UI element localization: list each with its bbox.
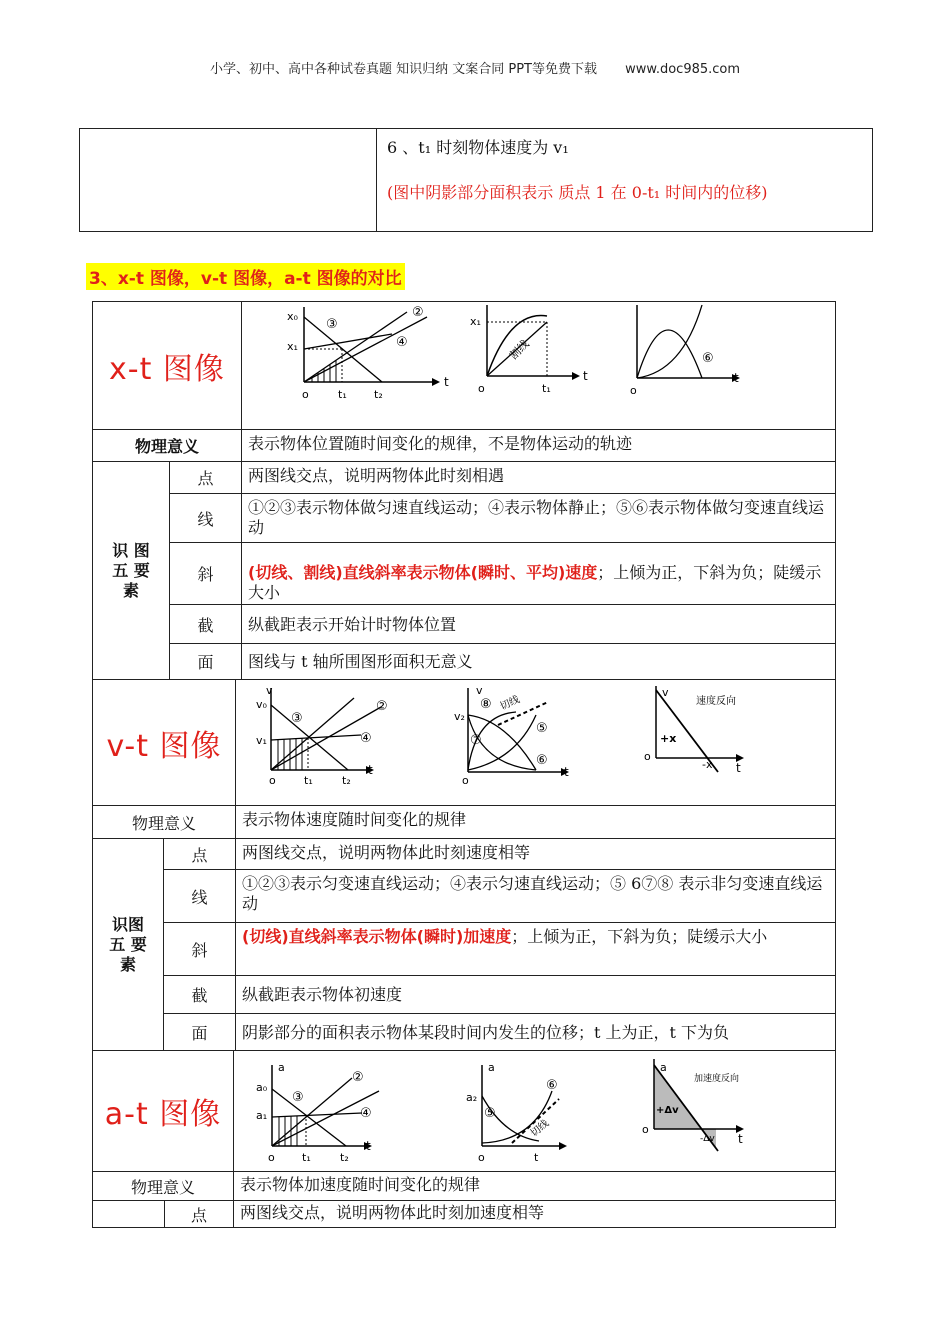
vt-fig-3	[644, 686, 744, 775]
vt-row-1-text: ①②③表示匀变速直线运动；④表示匀速直线运动；⑤ 6⑦⑧ 表示非匀变速直线运动	[235, 869, 836, 923]
vt-group-label: 识图 五 要 素	[92, 838, 164, 1051]
vt-fig2-v2: v₂	[454, 710, 465, 723]
vt-fig1-t1: t₁	[304, 774, 313, 787]
vt-fig1-o: o	[269, 774, 276, 787]
at-row-0-text: 两图线交点，说明两物体此时刻加速度相等	[233, 1200, 836, 1228]
xt-figures-cell	[241, 301, 836, 430]
xt-meaning: 表示物体位置随时间变化的规律，不是物体运动的轨迹	[241, 429, 836, 462]
vt-fig3-mx: -x	[702, 758, 713, 771]
vt-meaning: 表示物体速度随时间变化的规律	[235, 805, 836, 839]
vt-fig-1	[256, 684, 388, 787]
vt-row-3-text: 纵截距表示物体初速度	[235, 975, 836, 1014]
at-fig-1	[256, 1061, 379, 1164]
at-row-0-label: 点	[164, 1200, 234, 1228]
at-fig1-y0: a₀	[256, 1081, 268, 1094]
top-line-2: (图中阴影部分面积表示 质点 1 在 0-t₁ 时间内的位移)	[387, 183, 768, 202]
at-fig2-c5: ⑤	[484, 1106, 496, 1121]
vt-fig1-c4: ④	[360, 731, 372, 746]
xt-figures	[242, 302, 835, 429]
at-meaning-label: 物理意义	[92, 1171, 234, 1201]
xt-fig1-y1: x₁	[287, 340, 298, 353]
vt-fig-2	[454, 684, 569, 787]
xt-fig1-t2: t₂	[374, 388, 383, 401]
xt-fig1-t: t	[444, 375, 449, 389]
vt-fig1-c3: ③	[291, 711, 303, 726]
xt-fig3-c6: ⑥	[702, 351, 714, 366]
xt-group-label: 识 图 五 要 素	[92, 461, 170, 680]
at-fig3-rev: 加速度反向	[694, 1074, 740, 1084]
vt-fig2-c7: ⑦	[470, 733, 482, 748]
at-fig1-t: t	[366, 1139, 371, 1153]
xt-fig1-t1: t₁	[338, 388, 347, 401]
vt-fig2-c8: ⑧	[480, 697, 492, 712]
xt-fig2-t1: t₁	[542, 382, 551, 395]
at-title: a-t 图像	[104, 1097, 222, 1132]
vt-title: v-t 图像	[106, 728, 222, 764]
vt-fig3-px: +x	[660, 732, 677, 745]
vt-fig3-rev: 速度反向	[696, 696, 736, 707]
at-fig-3	[642, 1059, 744, 1151]
at-figures-cell	[233, 1050, 836, 1172]
at-title-cell	[92, 1050, 234, 1172]
at-meaning: 表示物体加速度随时间变化的规律	[233, 1171, 836, 1201]
at-fig3-pdv: +Δv	[656, 1105, 679, 1116]
at-fig1-axis: a	[278, 1061, 285, 1074]
at-fig2-tangent: 切线	[528, 1118, 552, 1140]
vt-row-2-label: 斜	[163, 922, 236, 976]
vt-fig2-c5: ⑤	[536, 721, 548, 736]
xt-row-0-label: 点	[169, 461, 242, 494]
vt-row-0-text: 两图线交点，说明两物体此时刻速度相等	[235, 838, 836, 870]
at-fig1-t2: t₂	[340, 1151, 349, 1164]
vt-fig1-axis: v	[266, 684, 273, 697]
at-fig-2	[466, 1061, 567, 1164]
vt-fig1-t: t	[368, 763, 373, 777]
at-fig2-axis: a	[488, 1061, 495, 1074]
xt-fig3-t: t	[734, 371, 739, 385]
vt-fig1-c2: ②	[376, 699, 388, 714]
vt-row-4-text: 阴影部分的面积表示物体某段时间内发生的位移；t 上为正，t 下为负	[235, 1013, 836, 1051]
at-fig2-a2: a₂	[466, 1091, 478, 1104]
vt-fig2-tangent: 切线	[498, 694, 522, 713]
at-fig2-t1: t	[534, 1151, 539, 1164]
vt-row-2-text: (切线)直线斜率表示物体(瞬时)加速度；上倾为正，下斜为负；陡缓示大小	[235, 922, 836, 976]
vt-fig1-t2: t₂	[342, 774, 351, 787]
xt-title-cell	[92, 301, 242, 430]
vt-figures-cell	[235, 679, 836, 806]
xt-fig1-y0: x₀	[287, 310, 298, 323]
section-title: 3、x-t 图像，v-t 图像，a-t 图像的对比	[86, 263, 405, 290]
vt-meaning-label: 物理意义	[92, 805, 236, 839]
xt-fig-2	[470, 305, 588, 395]
vt-fig2-t: t	[564, 765, 569, 779]
at-fig3-t: t	[738, 1132, 743, 1146]
at-fig1-c3: ③	[292, 1090, 304, 1105]
vt-fig2-o: o	[462, 774, 469, 787]
xt-row-1-label: 线	[169, 493, 242, 543]
header-site: www.doc985.com	[625, 62, 741, 77]
xt-fig1-c3: ③	[326, 317, 338, 332]
vt-fig3-t: t	[736, 761, 741, 775]
vt-row-3-label: 截	[163, 975, 236, 1014]
at-fig1-t1: t₁	[302, 1151, 311, 1164]
xt-row-4-label: 面	[169, 643, 242, 680]
vt-fig2-c6: ⑥	[536, 753, 548, 768]
at-fig1-c1: ②	[352, 1070, 364, 1085]
xt-fig2-y1: x₁	[470, 315, 481, 328]
at-fig3-axis: a	[660, 1061, 667, 1074]
page-header	[0, 58, 950, 77]
vt-row-1-label: 线	[163, 869, 236, 923]
at-figures	[234, 1051, 835, 1171]
xt-fig-3	[630, 305, 740, 397]
xt-fig2-secant: 割线	[506, 337, 532, 363]
vt-row-0-label: 点	[163, 838, 236, 870]
xt-fig3-o: o	[630, 384, 637, 397]
xt-fig2-o: o	[478, 382, 485, 395]
vt-figures	[236, 680, 835, 805]
at-fig3-mdv: -Δv	[700, 1134, 715, 1144]
vt-fig3-axis: v	[662, 686, 669, 699]
at-group-label	[92, 1200, 165, 1228]
at-fig2-c6: ⑥	[546, 1078, 558, 1093]
vt-title-cell	[92, 679, 236, 806]
xt-row-2-label: 斜	[169, 542, 242, 605]
vt-fig3-o: o	[644, 750, 651, 763]
vt-fig1-y1: v₁	[256, 734, 267, 747]
xt-row-4-text: 图线与 t 轴所围图形面积无意义	[241, 643, 836, 680]
xt-meaning-label: 物理意义	[92, 429, 242, 462]
xt-title: x-t 图像	[109, 351, 225, 387]
vt-row-4-label: 面	[163, 1013, 236, 1051]
xt-fig2-t: t	[583, 369, 588, 383]
header-text: 小学、初中、高中各种试卷真题 知识归纳 文案合同 PPT等免费下载	[209, 62, 597, 77]
xt-row-3-label: 截	[169, 604, 242, 644]
xt-fig1-o: o	[302, 388, 309, 401]
at-fig1-y1: a₁	[256, 1109, 268, 1122]
xt-row-2-text: (切线、割线)直线斜率表示物体(瞬时、平均)速度；上倾为正，下斜为负；陡缓示大小	[241, 542, 836, 605]
xt-fig1-c4: ④	[396, 335, 408, 350]
at-fig3-o: o	[642, 1123, 649, 1136]
xt-row-0-text: 两图线交点，说明两物体此时刻相遇	[241, 461, 836, 494]
at-fig1-o: o	[268, 1151, 275, 1164]
xt-fig1-c2: ②	[412, 305, 424, 320]
top-line-1: 6 、t₁ 时刻物体速度为 v₁	[387, 138, 569, 157]
vt-fig2-axis: v	[476, 684, 483, 697]
at-fig2-o: o	[478, 1151, 485, 1164]
xt-row-1-text: ①②③表示物体做匀速直线运动；④表示物体静止；⑤⑥表示物体做匀变速直线运动	[241, 493, 836, 543]
top-box	[79, 128, 873, 232]
xt-fig-1	[287, 305, 449, 401]
vt-fig1-y0: v₀	[256, 698, 267, 711]
at-fig1-c4: ④	[360, 1106, 372, 1121]
xt-row-3-text: 纵截距表示开始计时物体位置	[241, 604, 836, 644]
